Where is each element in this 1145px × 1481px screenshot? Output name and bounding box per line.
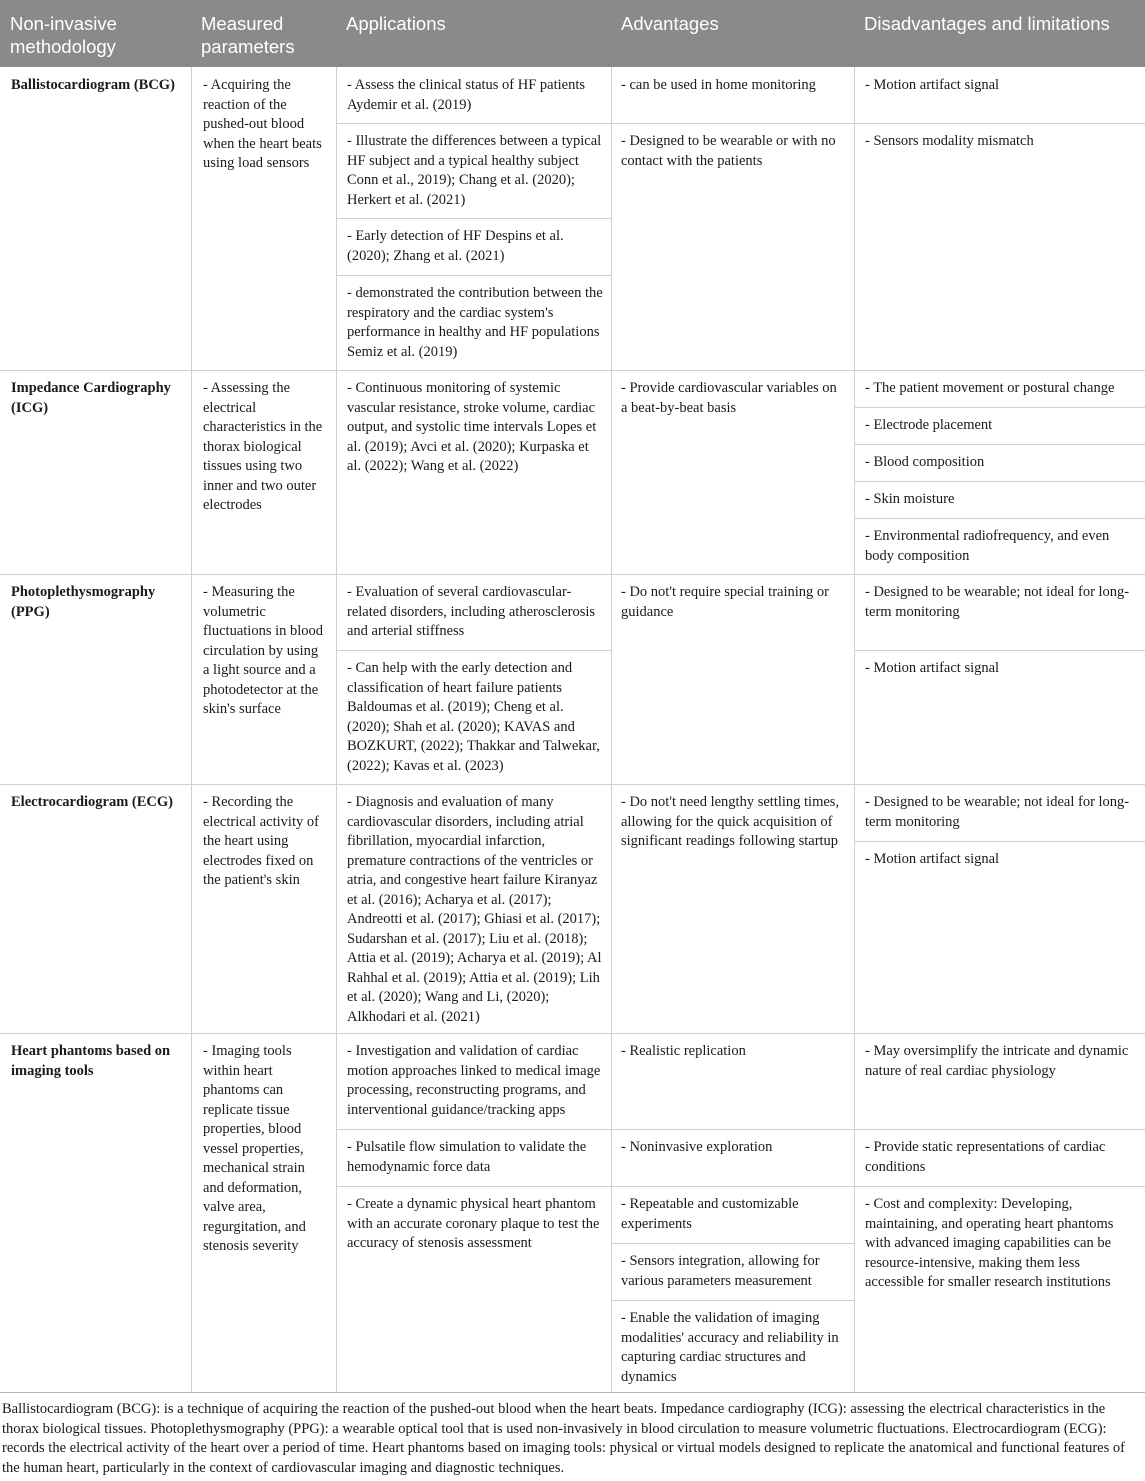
row-icg-disadvantage: - Environmental radiofrequency, and even body composition: [865, 528, 1110, 564]
row-bcg-application: - Illustrate the differences between a typical HF subject and a typical healthy subject Conn et al., 2019); Chang et al. (2020); Herkert et al. (2021): [347, 133, 602, 208]
subrow-divider: [336, 218, 611, 219]
row-bcg-advantage: - Designed to be wearable or with no contact with the patients: [621, 133, 836, 169]
row-bcg-methodology: Ballistocardiogram (BCG): [11, 77, 175, 93]
row-bcg-advantage: - can be used in home monitoring: [621, 77, 816, 93]
column-divider: [611, 67, 612, 1392]
row-bcg-disadvantage: - Motion artifact signal: [865, 77, 1000, 93]
table-footnote: Ballistocardiogram (BCG): is a technique of acquiring the reaction of the pushed-out blood when the heart beats. Impedance cardiography (ICG): assessing the electrical characteristics in the thorax biological tissues. Photoplethysmography (PPG): a wearable optical tool that is used non-invasively in blood circulation to measure volumetric fluctuations. Electrocardiogram (ECG): records the electrical activity of the heart over a period of time. Heart phantoms based on imaging tools: physical or virtual models designed to replicate the anatomical and functional features of the human heart, particularly in the context of cardiovascular imaging and diagnostic techniques.: [2, 1401, 1125, 1476]
row-ecg-disadvantage: - Designed to be wearable; not ideal for long-term monitoring: [865, 794, 1130, 830]
row-phantom-advantage: - Noninvasive exploration: [621, 1139, 773, 1155]
row-divider: [0, 370, 1145, 371]
row-phantom-application: - Create a dynamic physical heart phantom with an accurate coronary plaque to test the accuracy of stenosis assessment: [347, 1196, 600, 1251]
row-bcg-application: - demonstrated the contribution between the respiratory and the cardiac system's performance in healthy and HF populations Semiz et al. (2019): [347, 285, 603, 360]
row-bcg-application: - Early detection of HF Despins et al. (2020); Zhang et al. (2021): [347, 228, 564, 264]
column-divider: [191, 67, 192, 1392]
row-icg-disadvantage: - Blood composition: [865, 454, 985, 470]
row-icg-advantage: - Provide cardiovascular variables on a beat-by-beat basis: [621, 380, 837, 416]
header-advantages: Advantages: [621, 13, 719, 34]
subrow-divider: [854, 518, 1145, 519]
row-phantom-application: - Pulsatile flow simulation to validate the hemodynamic force data: [347, 1139, 587, 1175]
row-ppg-methodology: Photoplethysmography (PPG): [11, 584, 156, 620]
subrow-divider: [336, 1129, 611, 1130]
header-applications: Applications: [346, 13, 446, 34]
subrow-divider: [611, 1129, 854, 1130]
row-icg-disadvantage: - Skin moisture: [865, 491, 955, 507]
subrow-divider: [854, 841, 1145, 842]
row-ppg-advantage: - Do not't require special training or guidance: [621, 584, 829, 620]
row-icg-disadvantage: - Electrode placement: [865, 417, 993, 433]
subrow-divider: [854, 407, 1145, 408]
row-phantom-advantage: - Realistic replication: [621, 1043, 746, 1059]
row-phantom-advantage: - Enable the validation of imaging modalities' accuracy and reliability in capturing cardiac structures and dynamics: [621, 1310, 839, 1385]
header-disadvantages: Disadvantages and limitations: [864, 13, 1110, 34]
row-phantom-disadvantage: - Provide static representations of cardiac conditions: [865, 1139, 1106, 1175]
subrow-divider: [611, 1243, 854, 1244]
subrow-divider: [854, 650, 1145, 651]
row-bcg-application: - Assess the clinical status of HF patients Aydemir et al. (2019): [347, 77, 586, 113]
subrow-divider: [611, 123, 854, 124]
row-ecg-disadvantage: - Motion artifact signal: [865, 851, 1000, 867]
subrow-divider: [336, 650, 611, 651]
row-phantom-advantage: - Sensors integration, allowing for various parameters measurement: [621, 1253, 820, 1289]
subrow-divider: [854, 1129, 1145, 1130]
row-divider: [0, 574, 1145, 575]
row-icg-disadvantage: - The patient movement or postural change: [865, 380, 1115, 396]
row-phantom-methodology: Heart phantoms based on imaging tools: [11, 1043, 171, 1079]
subrow-divider: [611, 1300, 854, 1301]
header-methodology: Non-invasive methodology: [10, 13, 117, 57]
subrow-divider: [336, 1186, 611, 1187]
row-ppg-parameters: - Measuring the volumetric fluctuations in blood circulation by using a light source and a photodetector at the skin's surface: [203, 584, 324, 717]
subrow-divider: [854, 123, 1145, 124]
subrow-divider: [854, 481, 1145, 482]
row-divider: [0, 1033, 1145, 1034]
subrow-divider: [611, 1186, 854, 1187]
row-icg-application: - Continuous monitoring of systemic vascular resistance, stroke volume, cardiac output, and systolic time intervals Lopes et al. (2019); Avci et al. (2020); Kurpaska et al. (2022); Wang et al. (2022): [347, 380, 597, 474]
row-phantom-parameters: - Imaging tools within heart phantoms can replicate tissue properties, blood vessel properties, mechanical strain and deformation, valve area, regurgitation, and stenosis severity: [203, 1043, 306, 1254]
row-ppg-application: - Can help with the early detection and classification of heart failure patients Baldoumas et al. (2019); Cheng et al. (2020); Shah et al. (2020); KAVAS and BOZKURT, (2022); Thakkar and Talwekar, (2022); Kavas et al. (2023): [347, 660, 600, 774]
subrow-divider: [336, 275, 611, 276]
subrow-divider: [854, 1186, 1145, 1187]
row-bcg-parameters: - Acquiring the reaction of the pushed-out blood when the heart beats using load sensors: [203, 77, 322, 171]
row-icg-parameters: - Assessing the electrical characteristics in the thorax biological tissues using two inner and two outer electrodes: [203, 380, 323, 513]
table-bottom-rule: [0, 1392, 1145, 1393]
subrow-divider: [336, 123, 611, 124]
header-parameters: Measured parameters: [201, 13, 295, 57]
row-phantom-disadvantage: - Cost and complexity: Developing, maintaining, and operating heart phantoms with advanced imaging capabilities can be resource-intensive, making them less accessible for smaller research institutions: [865, 1196, 1114, 1290]
row-divider: [0, 784, 1145, 785]
row-ppg-application: - Evaluation of several cardiovascular-related disorders, including atherosclerosis and arterial stiffness: [347, 584, 596, 639]
row-ppg-disadvantage: - Motion artifact signal: [865, 660, 1000, 676]
row-ecg-methodology: Electrocardiogram (ECG): [11, 794, 174, 810]
table-header: [0, 0, 1145, 67]
row-bcg-disadvantage: - Sensors modality mismatch: [865, 133, 1034, 149]
row-phantom-advantage: - Repeatable and customizable experiments: [621, 1196, 799, 1232]
column-divider: [336, 67, 337, 1392]
row-ecg-application: - Diagnosis and evaluation of many cardiovascular disorders, including atrial fibrillation, myocardial infarction, premature contractions of the ventricles or atria, and congestive heart failure Kiranyaz et al. (2016); Acharya et al. (2017); Andreotti et al. (2017); Ghiasi et al. (2017); Sudarshan et al. (2017); Liu et al. (2018); Attia et al. (2019); Acharya et al. (2019); Al Rahhal et al. (2019); Attia et al. (2019); Lih et al. (2020); Wang and Li, (2020); Alkhodari et al. (2021): [347, 794, 602, 1025]
row-phantom-disadvantage: - May oversimplify the intricate and dynamic nature of real cardiac physiology: [865, 1043, 1129, 1079]
row-ecg-parameters: - Recording the electrical activity of the heart using electrodes fixed on the patient's skin: [203, 794, 319, 888]
column-divider: [854, 67, 855, 1392]
row-phantom-application: - Investigation and validation of cardiac motion approaches linked to medical image processing, reconstructing programs, and interventional guidance/tracking apps: [347, 1043, 601, 1118]
subrow-divider: [854, 444, 1145, 445]
row-ppg-disadvantage: - Designed to be wearable; not ideal for long-term monitoring: [865, 584, 1130, 620]
row-ecg-advantage: - Do not't need lengthy settling times, allowing for the quick acquisition of significant readings following startup: [621, 794, 840, 849]
row-icg-methodology: Impedance Cardiography (ICG): [11, 380, 171, 416]
